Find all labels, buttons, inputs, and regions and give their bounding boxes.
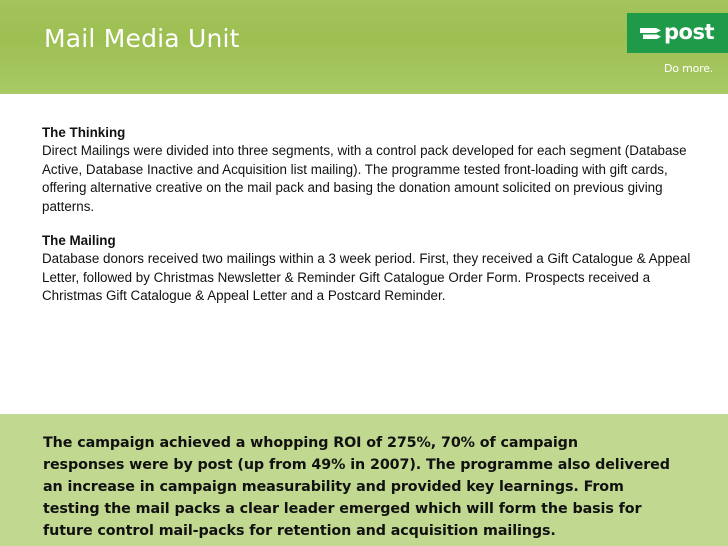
section-mailing <box>42 231 712 306</box>
logo-tagline: Do more. <box>664 62 714 75</box>
section-thinking <box>42 123 712 216</box>
post-logo <box>627 13 728 53</box>
post-arrows-icon <box>640 25 662 41</box>
results-line: testing the mail packs a clear leader emerged which will form the basis for <box>43 501 642 517</box>
section-heading: The Mailing <box>42 233 116 248</box>
logo-wordmark: post <box>664 20 714 44</box>
results-summary <box>43 432 728 542</box>
results-banner <box>0 414 728 546</box>
header-banner <box>0 0 728 94</box>
section-heading: The Thinking <box>42 125 126 140</box>
section-body: Database donors received two mailings within a 3 week period. First, they received a Gift Catalogue & Appeal Letter, followed by Christmas Newsletter & Reminder Gift Catalogue Order Form. Prospects received a Christmas Gift Catalogue & Appeal Letter and a Postcard Reminder. <box>42 251 691 303</box>
results-line: an increase in campaign measurability and provided key learnings. From <box>43 479 624 495</box>
results-line: The campaign achieved a whopping ROI of 275%, 70% of campaign <box>43 435 578 451</box>
results-line: responses were by post (up from 49% in 2007). The programme also delivered <box>43 457 670 473</box>
results-line: future control mail-packs for retention and acquisition mailings. <box>43 523 556 539</box>
section-body: Direct Mailings were divided into three segments, with a control pack developed for each segment (Database Active, Database Inactive and Acquisition list mailing). The programme tested front-loading with gift cards, offering alternative creative on the mail pack and basing the donation amount solicited on previous giving patterns. <box>42 143 687 214</box>
page-title: Mail Media Unit <box>44 24 240 53</box>
main-content <box>42 123 712 321</box>
